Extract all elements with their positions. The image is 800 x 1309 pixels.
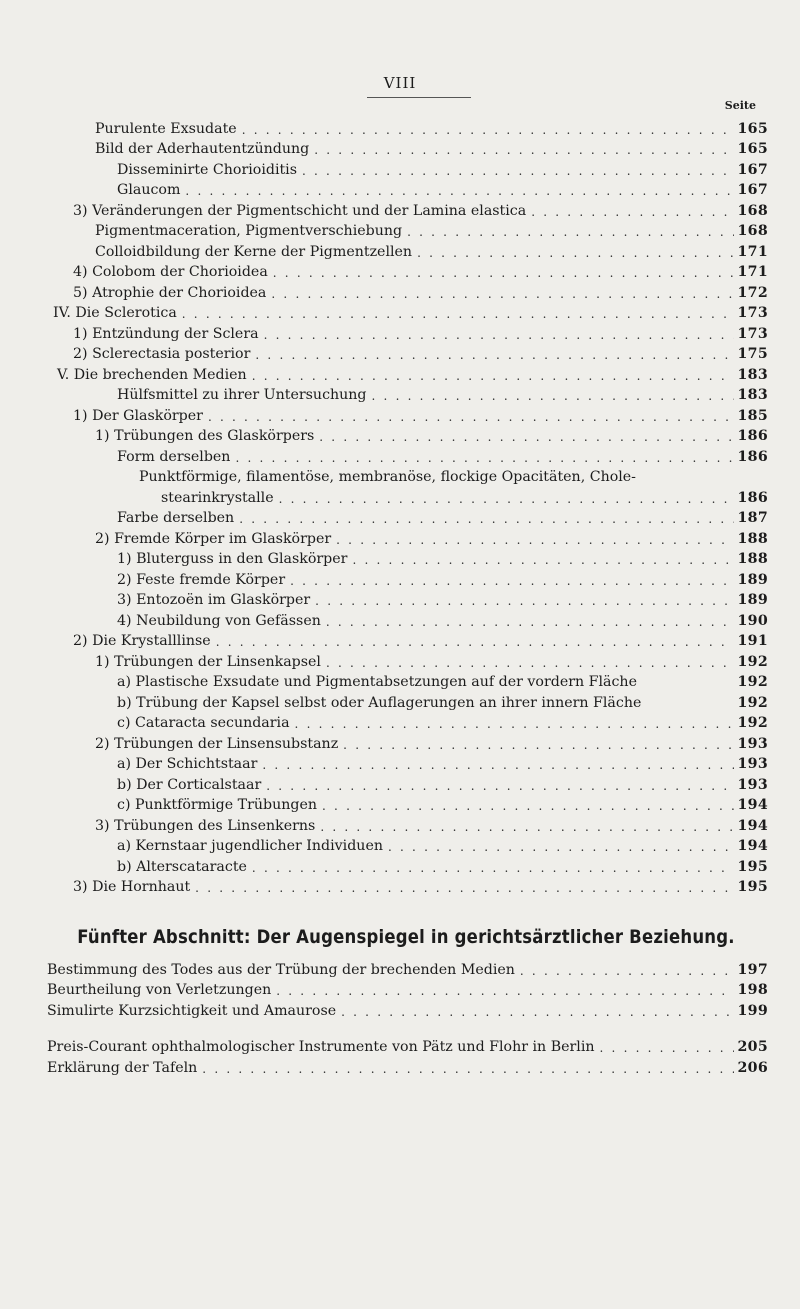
toc-entry (44, 262, 768, 283)
toc-dot-leader (208, 408, 734, 426)
toc-dot-leader (520, 962, 734, 980)
toc-entry-title: 3) Trübungen des Linsenkerns (95, 817, 316, 834)
toc-dot-leader (314, 141, 734, 159)
toc-entry-title: 1) Der Glaskörper (73, 407, 203, 424)
toc-entry-page: 171 (737, 243, 768, 260)
toc-entry-page: 193 (737, 735, 768, 752)
toc-entry-page: 172 (737, 284, 768, 301)
toc-entry-title: a) Kernstaar jugendlicher Individuen (117, 838, 383, 854)
toc-entry (44, 303, 768, 324)
toc-entry-title: Simulirte Kurzsichtigkeit und Amaurose (47, 1002, 337, 1019)
toc-entry-page: 194 (737, 838, 768, 854)
toc-entry (44, 1037, 768, 1058)
toc-entry (44, 1057, 768, 1078)
toc-entry-page: 165 (737, 141, 768, 157)
toc-entry-title: Erklärung der Tafeln (47, 1059, 198, 1076)
toc-entry-page: 197 (737, 961, 768, 978)
toc-entry (44, 569, 768, 590)
toc-entry-title: Beurtheilung von Verletzungen (47, 982, 272, 998)
toc-dot-leader (235, 449, 734, 467)
toc-entry-page: 171 (737, 264, 768, 280)
toc-entry-title: 2) Sclerectasia posterior (73, 346, 251, 362)
toc-entry-page: 168 (737, 202, 768, 219)
toc-entry-title: 1) Trübungen des Glaskörpers (95, 428, 315, 444)
toc-entry-page: 175 (737, 346, 768, 362)
toc-entry-page: 185 (737, 407, 768, 424)
toc-dot-leader (600, 1039, 734, 1057)
toc-entry-page: 195 (737, 879, 768, 895)
toc-entry (44, 323, 768, 344)
toc-entry-page: 193 (737, 776, 768, 793)
toc-entry-page: 192 (737, 674, 768, 690)
toc-dot-leader (341, 1003, 734, 1021)
toc-dot-leader (352, 551, 734, 569)
toc-entry (44, 385, 768, 406)
toc-entry-page: 173 (737, 305, 768, 321)
toc-entry (44, 877, 768, 898)
toc-entry-title: Colloidbildung der Kerne der Pigmentzellen (95, 243, 413, 260)
toc-entry-page: 192 (737, 715, 768, 731)
toc-dot-leader (264, 326, 734, 344)
toc-dot-leader (271, 285, 734, 303)
toc-entry-page: 194 (737, 797, 768, 813)
toc-entry (44, 426, 768, 447)
toc-entry-title: 2) Feste fremde Körper (117, 571, 286, 588)
toc-entry-page: 189 (737, 571, 768, 588)
toc-entry-title: V. Die brechenden Medien (57, 366, 247, 383)
toc-entry (44, 733, 768, 754)
toc-entry-title: Glaucom (117, 182, 181, 198)
toc-entry-title: Punktförmige, filamentöse, membranöse, flockige Opacitäten, Chole- (139, 469, 636, 485)
toc-entry-page: 173 (737, 325, 768, 342)
toc-entry (44, 754, 768, 775)
toc-entry (44, 713, 768, 734)
toc-entry (44, 549, 768, 570)
toc-entry-title: stearinkrystalle (161, 489, 274, 506)
toc-back-entries (44, 1037, 768, 1078)
toc-entry (44, 1000, 768, 1021)
toc-entry-title: 5) Atrophie der Chorioidea (73, 284, 267, 301)
toc-entry (44, 508, 768, 529)
toc-dot-leader (320, 818, 734, 836)
page-number-rule (367, 97, 471, 98)
toc-entry (44, 118, 768, 139)
toc-entry (44, 467, 768, 488)
toc-entry-page: 192 (737, 653, 768, 670)
toc-entry-page: 186 (737, 448, 768, 465)
toc-entry-page: 168 (737, 223, 768, 239)
toc-entry (44, 241, 768, 262)
toc-dot-leader (407, 223, 734, 241)
toc-entry-page: 205 (737, 1039, 768, 1055)
toc-entry (44, 815, 768, 836)
toc-entry-title: a) Der Schichtstaar (117, 756, 258, 772)
toc-dot-leader (336, 531, 734, 549)
toc-dot-leader (216, 633, 734, 651)
toc-entry-page: 206 (737, 1059, 768, 1076)
toc-entry (44, 221, 768, 242)
toc-entry-title: 2) Trübungen der Linsensubstanz (95, 735, 339, 752)
back-matter-gap (44, 1021, 768, 1037)
toc-entry (44, 159, 768, 180)
toc-entry-title: 4) Neubildung von Gefässen (117, 612, 321, 629)
toc-entry (44, 631, 768, 652)
section-heading: Fünfter Abschnitt: Der Augenspiegel in gerichtsärztlicher Beziehung. (77, 925, 735, 947)
toc-dot-leader (417, 244, 734, 262)
toc-entry-title: 2) Die Krystalllinse (73, 633, 211, 649)
toc-dot-leader (326, 613, 734, 631)
toc-section-entries (44, 959, 768, 1021)
toc-entry (44, 774, 768, 795)
toc-entry-page: 183 (737, 387, 768, 403)
toc-entry (44, 139, 768, 160)
table-of-contents (44, 118, 768, 1078)
toc-entry-title: IV. Die Sclerotica (53, 305, 177, 321)
toc-entry (44, 795, 768, 816)
toc-entry (44, 487, 768, 508)
toc-dot-leader (322, 797, 734, 815)
toc-entry-title: Farbe derselben (117, 510, 235, 526)
toc-dot-leader (531, 203, 734, 221)
toc-entry-title: b) Der Corticalstaar (117, 776, 262, 793)
toc-dot-leader (315, 592, 734, 610)
toc-dot-leader (185, 182, 734, 200)
toc-entry-title: c) Cataracta secundaria (117, 715, 290, 731)
toc-entry (44, 344, 768, 365)
toc-dot-leader (295, 715, 734, 733)
toc-entry-title: Preis-Courant ophthalmologischer Instrumente von Pätz und Flohr in Berlin (47, 1039, 595, 1055)
toc-entry-title: c) Punktförmige Trübungen (117, 797, 318, 813)
toc-main-entries (44, 118, 768, 897)
toc-entry-title: 4) Colobom der Chorioidea (73, 264, 268, 280)
toc-entry-title: Bestimmung des Todes aus der Trübung der brechenden Medien (47, 961, 515, 978)
toc-entry-title: 1) Bluterguss in den Glaskörper (117, 551, 348, 567)
toc-entry (44, 672, 768, 693)
toc-entry (44, 692, 768, 713)
toc-entry-page: 190 (737, 612, 768, 629)
toc-entry-title: 3) Veränderungen der Pigmentschicht und der Lamina elastica (73, 202, 527, 219)
toc-entry (44, 364, 768, 385)
toc-entry-page: 186 (737, 489, 768, 506)
toc-entry (44, 651, 768, 672)
toc-entry-page: 186 (737, 428, 768, 444)
toc-dot-leader (242, 121, 734, 139)
toc-dot-leader (326, 654, 734, 672)
toc-entry-page: 165 (737, 120, 768, 137)
toc-dot-leader (255, 346, 734, 364)
toc-dot-leader (266, 777, 734, 795)
toc-dot-leader (252, 859, 734, 877)
toc-entry (44, 590, 768, 611)
toc-dot-leader (202, 1060, 734, 1078)
toc-entry (44, 528, 768, 549)
toc-entry-page: 193 (737, 756, 768, 772)
toc-entry-page: 189 (737, 592, 768, 608)
toc-dot-leader (239, 510, 734, 528)
toc-entry (44, 282, 768, 303)
toc-dot-leader (279, 490, 734, 508)
toc-entry-page: 195 (737, 858, 768, 875)
page-number: VIII (383, 74, 417, 92)
toc-dot-leader (262, 756, 734, 774)
toc-entry-title: 1) Trübungen der Linsenkapsel (95, 653, 321, 670)
toc-dot-leader (195, 879, 734, 897)
toc-entry-page: 191 (737, 633, 768, 649)
toc-dot-leader (343, 736, 734, 754)
toc-entry (44, 856, 768, 877)
toc-dot-leader (273, 264, 734, 282)
toc-dot-leader (319, 428, 734, 446)
toc-entry-page: 188 (737, 530, 768, 547)
toc-entry-page: 167 (737, 182, 768, 198)
toc-dot-leader (290, 572, 734, 590)
toc-dot-leader (276, 982, 734, 1000)
toc-entry (44, 980, 768, 1001)
toc-entry-page: 194 (737, 817, 768, 834)
toc-dot-leader (252, 367, 734, 385)
toc-entry-page: 188 (737, 551, 768, 567)
toc-entry (44, 446, 768, 467)
toc-entry (44, 836, 768, 857)
column-header-seite: Seite (724, 99, 756, 112)
toc-entry-title: b) Trübung der Kapsel selbst oder Auflagerungen an ihrer innern Fläche (117, 694, 642, 711)
toc-entry-title: 3) Entozoën im Glaskörper (117, 592, 311, 608)
toc-entry (44, 405, 768, 426)
toc-entry-title: a) Plastische Exsudate und Pigmentabsetzungen auf der vordern Fläche (117, 674, 637, 690)
toc-dot-leader (182, 305, 734, 323)
toc-dot-leader (372, 387, 734, 405)
toc-entry-page: 183 (737, 366, 768, 383)
toc-entry-title: Pigmentmaceration, Pigmentverschiebung (95, 223, 403, 239)
toc-entry (44, 200, 768, 221)
toc-entry-title: 3) Die Hornhaut (73, 879, 191, 895)
toc-entry-title: 1) Entzündung der Sclera (73, 325, 259, 342)
toc-entry-page: 199 (737, 1002, 768, 1019)
toc-entry-page: 198 (737, 982, 768, 998)
toc-entry (44, 180, 768, 201)
toc-entry-title: Purulente Exsudate (95, 120, 237, 137)
toc-entry-title: Form derselben (117, 448, 231, 465)
toc-entry-title: Bild der Aderhautentzündung (95, 141, 310, 157)
toc-dot-leader (302, 162, 734, 180)
toc-entry-page: 192 (737, 694, 768, 711)
toc-entry-title: b) Alterscataracte (117, 858, 247, 875)
toc-entry-page: 187 (737, 510, 768, 526)
toc-entry (44, 610, 768, 631)
toc-entry-title: Hülfsmittel zu ihrer Untersuchung (117, 387, 367, 403)
toc-entry-title: Disseminirte Chorioiditis (117, 161, 297, 178)
toc-entry-page: 167 (737, 161, 768, 178)
toc-dot-leader (388, 838, 734, 856)
toc-entry-title: 2) Fremde Körper im Glaskörper (95, 530, 332, 547)
